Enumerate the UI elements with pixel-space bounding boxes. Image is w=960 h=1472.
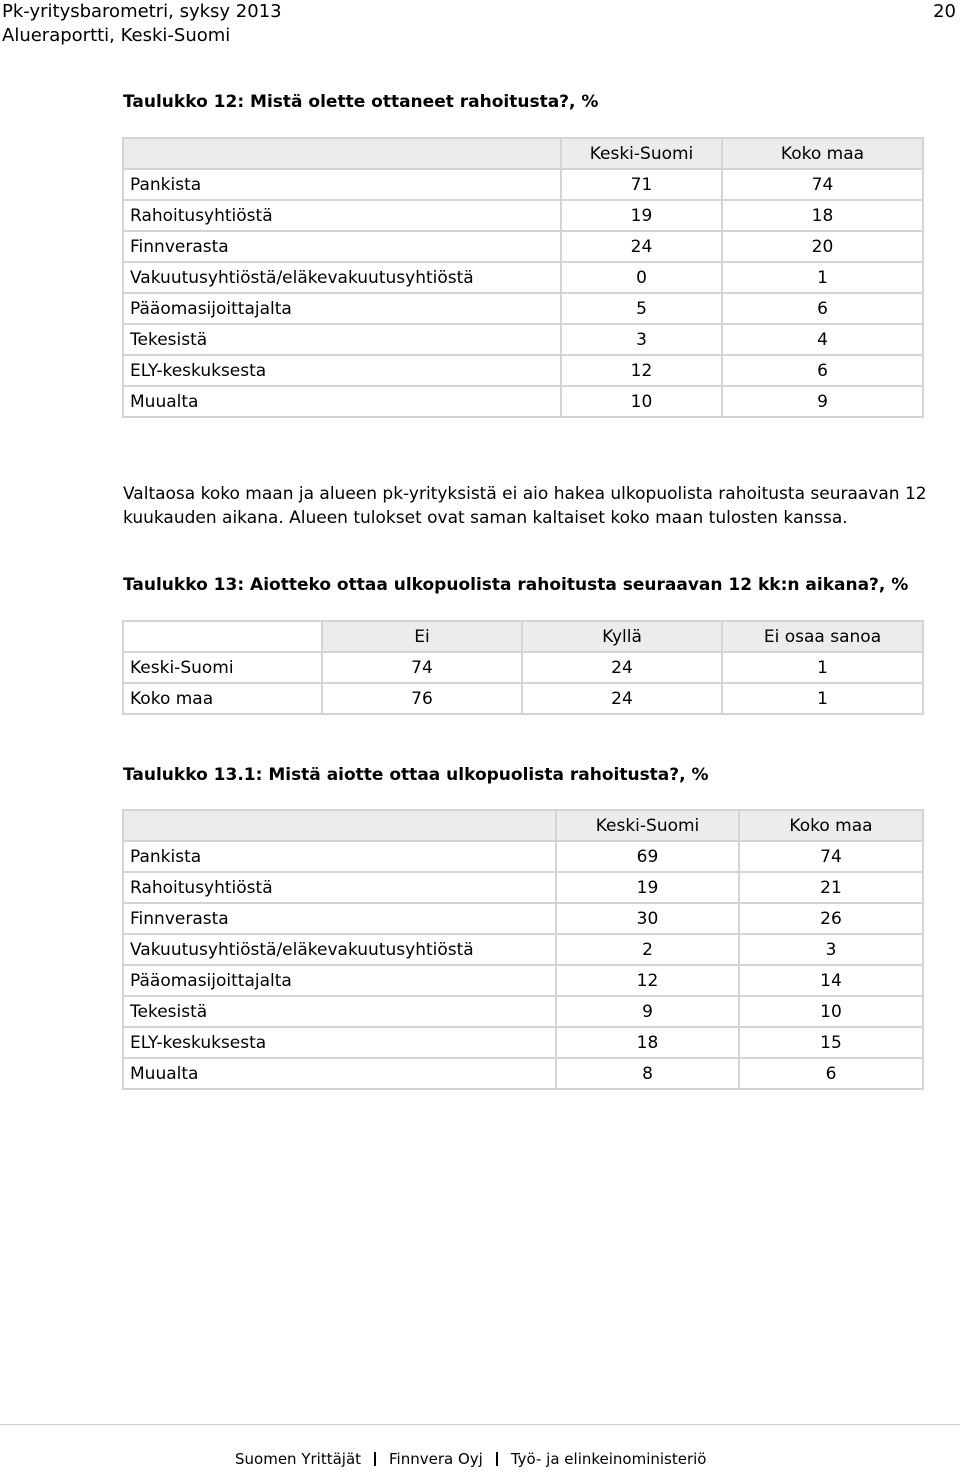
footer-separator: [374, 1452, 376, 1466]
footer-rule: [0, 1424, 960, 1425]
value-cell: 12: [556, 965, 739, 996]
table-row: [123, 683, 923, 714]
value-cell: 5: [561, 293, 722, 324]
value-cell: 1: [722, 262, 923, 293]
value-cell: 0: [561, 262, 722, 293]
column-header: Ei osaa sanoa: [722, 621, 923, 652]
value-cell: 71: [561, 169, 722, 200]
table13: [122, 620, 924, 715]
table-row: [123, 293, 923, 324]
value-cell: 6: [722, 355, 923, 386]
value-cell: 18: [556, 1027, 739, 1058]
row-label: Muualta: [123, 1058, 556, 1089]
value-cell: 3: [739, 934, 923, 965]
table-row: [123, 1058, 923, 1089]
value-cell: 9: [556, 996, 739, 1027]
value-cell: 30: [556, 903, 739, 934]
table-row: [123, 841, 923, 872]
value-cell: 19: [556, 872, 739, 903]
row-label: Muualta: [123, 386, 561, 417]
value-cell: 10: [561, 386, 722, 417]
column-header: Keski-Suomi: [556, 810, 739, 841]
row-label: Vakuutusyhtiöstä/eläkevakuutusyhtiöstä: [123, 262, 561, 293]
row-label: Tekesistä: [123, 996, 556, 1027]
value-cell: 1: [722, 652, 923, 683]
table-row: [123, 200, 923, 231]
column-header: Kyllä: [522, 621, 722, 652]
value-cell: 3: [561, 324, 722, 355]
table-row: [123, 903, 923, 934]
row-label: Vakuutusyhtiöstä/eläkevakuutusyhtiöstä: [123, 934, 556, 965]
value-cell: 4: [722, 324, 923, 355]
value-cell: 74: [722, 169, 923, 200]
table-row: [123, 996, 923, 1027]
row-label: Finnverasta: [123, 231, 561, 262]
table13-1: [122, 809, 924, 1090]
table-row: [123, 934, 923, 965]
row-label: Pankista: [123, 841, 556, 872]
row-label: Koko maa: [123, 683, 322, 714]
document-header: [2, 0, 282, 48]
table-header-row: [123, 810, 923, 841]
value-cell: 8: [556, 1058, 739, 1089]
value-cell: 14: [739, 965, 923, 996]
value-cell: 15: [739, 1027, 923, 1058]
value-cell: 12: [561, 355, 722, 386]
value-cell: 24: [522, 652, 722, 683]
row-label: Pääomasijoittajalta: [123, 293, 561, 324]
column-header: Keski-Suomi: [561, 138, 722, 169]
value-cell: 2: [556, 934, 739, 965]
column-header: Ei: [322, 621, 522, 652]
value-cell: 74: [739, 841, 923, 872]
footer-item: Finnvera Oyj: [389, 1450, 483, 1468]
table-row: [123, 965, 923, 996]
row-label: Finnverasta: [123, 903, 556, 934]
row-label: Pankista: [123, 169, 561, 200]
table-row: [123, 231, 923, 262]
row-label: Tekesistä: [123, 324, 561, 355]
row-label: ELY-keskuksesta: [123, 1027, 556, 1058]
table13-1-caption: Taulukko 13.1: Mistä aiotte ottaa ulkopuolista rahoitusta?, %: [123, 765, 709, 785]
header-empty-cell: [123, 621, 322, 652]
footer-item: Suomen Yrittäjät: [235, 1450, 362, 1468]
value-cell: 69: [556, 841, 739, 872]
column-header: Koko maa: [722, 138, 923, 169]
table12-caption: Taulukko 12: Mistä olette ottaneet rahoitusta?, %: [123, 92, 599, 112]
report-subtitle: Alueraportti, Keski-Suomi: [2, 25, 231, 46]
body-paragraph: Valtaosa koko maan ja alueen pk-yrityksistä ei aio hakea ulkopuolista rahoitusta seuraavan 12 kuukauden aikana. Alueen tulokset ovat saman kaltaiset koko maan tulosten kanssa.: [123, 484, 927, 528]
report-title: Pk-yritysbarometri, syksy 2013: [2, 1, 282, 22]
header-empty-cell: [123, 138, 561, 169]
value-cell: 19: [561, 200, 722, 231]
value-cell: 24: [561, 231, 722, 262]
row-label: Keski-Suomi: [123, 652, 322, 683]
footer-separator: [496, 1452, 498, 1466]
value-cell: 74: [322, 652, 522, 683]
column-header: Koko maa: [739, 810, 923, 841]
value-cell: 9: [722, 386, 923, 417]
value-cell: 24: [522, 683, 722, 714]
footer-item: Työ- ja elinkeinoministeriö: [510, 1450, 707, 1468]
value-cell: 1: [722, 683, 923, 714]
row-label: Pääomasijoittajalta: [123, 965, 556, 996]
table12: [122, 137, 924, 418]
table-row: [123, 355, 923, 386]
table-row: [123, 386, 923, 417]
page-number: 20: [933, 1, 956, 22]
value-cell: 10: [739, 996, 923, 1027]
value-cell: 20: [722, 231, 923, 262]
table-row: [123, 1027, 923, 1058]
value-cell: 76: [322, 683, 522, 714]
table-row: [123, 872, 923, 903]
table-header-row: [123, 138, 923, 169]
row-label: Rahoitusyhtiöstä: [123, 200, 561, 231]
row-label: Rahoitusyhtiöstä: [123, 872, 556, 903]
table-row: [123, 652, 923, 683]
value-cell: 6: [722, 293, 923, 324]
footer: [235, 1450, 707, 1468]
table-row: [123, 324, 923, 355]
row-label: ELY-keskuksesta: [123, 355, 561, 386]
value-cell: 21: [739, 872, 923, 903]
table-row: [123, 262, 923, 293]
table-header-row: [123, 621, 923, 652]
table-row: [123, 169, 923, 200]
value-cell: 18: [722, 200, 923, 231]
value-cell: 26: [739, 903, 923, 934]
header-empty-cell: [123, 810, 556, 841]
value-cell: 6: [739, 1058, 923, 1089]
table13-caption: Taulukko 13: Aiotteko ottaa ulkopuolista rahoitusta seuraavan 12 kk:n aikana?, %: [123, 575, 909, 595]
